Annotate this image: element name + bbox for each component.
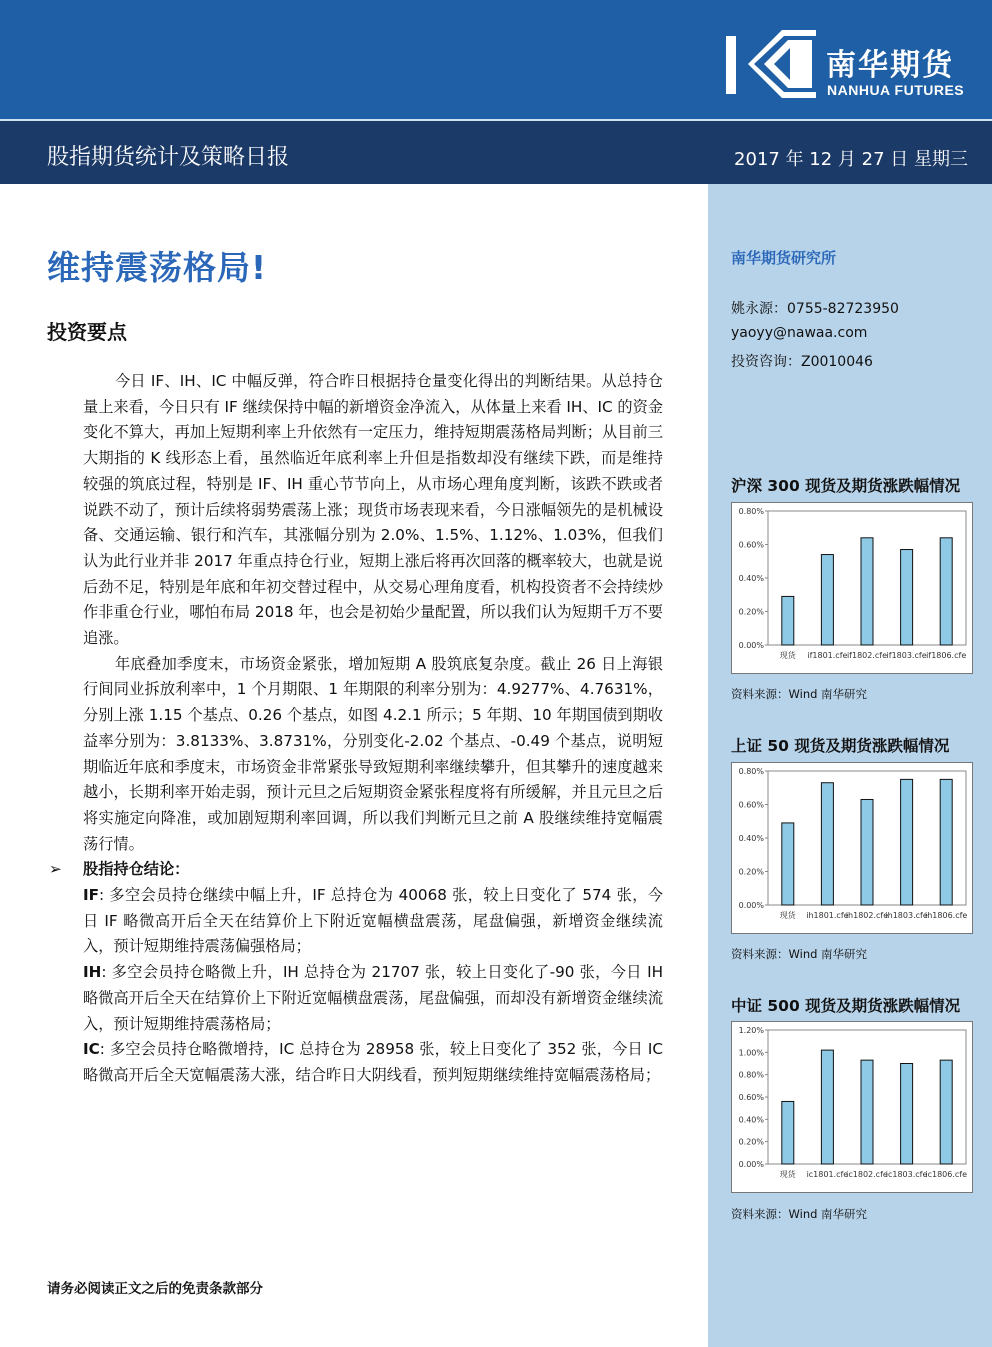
holding-item-if	[83, 883, 663, 960]
chart-hs300-svg	[732, 503, 972, 673]
y-tick-label: 1.20%	[738, 1026, 764, 1035]
y-tick-label: 0.40%	[738, 1115, 764, 1125]
item-code: IH	[83, 963, 102, 982]
y-tick-label: 0.80%	[738, 507, 764, 516]
y-tick-label: 0.00%	[738, 901, 764, 910]
chart-title-sz50: 上证 50 现货及期货涨跌幅情况	[731, 737, 950, 755]
bar	[940, 538, 952, 645]
report-date: 2017 年 12 月 27 日 星期三	[734, 149, 968, 170]
y-tick-label: 0.40%	[738, 574, 764, 583]
item-text: : 多空会员持仓略微上升，IH 总持仓为 21707 张，较上日变化了-90 张，今日 IH 略微高开后全天在结算价上下附近宽幅横盘震荡，尾盘偏强，而却没有新增资金继续流入，预计短期维持震荡格局；	[83, 963, 663, 1033]
x-tick-label: ic1801.cfe	[806, 1170, 849, 1179]
chart-sz50-svg	[732, 763, 972, 933]
nanhua-logo-icon	[726, 28, 816, 100]
y-tick-label: 0.80%	[738, 1070, 764, 1080]
chart-hs300	[731, 502, 973, 674]
chart-sz50	[731, 762, 973, 934]
y-tick-label: 1.00%	[738, 1048, 764, 1058]
bar	[782, 1101, 794, 1164]
x-tick-label: 现货	[779, 651, 796, 660]
x-tick-label: if1806.cfe	[926, 651, 967, 660]
item-code: IC	[83, 1040, 100, 1059]
x-tick-label: ic1806.cfe	[925, 1170, 968, 1179]
analyst-email[interactable]: yaoyy@nawaa.com	[731, 325, 868, 341]
x-tick-label: if1801.cfe	[807, 651, 848, 660]
y-tick-label: 0.60%	[738, 540, 764, 550]
headline: 维持震荡格局!	[47, 248, 268, 287]
logo-text-cn: 南华期货	[826, 48, 954, 83]
bullet-title: 股指持仓结论：	[83, 860, 190, 879]
bar	[940, 779, 952, 905]
analyst-contact: 姚永源：0755-82723950	[731, 301, 899, 317]
bar	[782, 823, 794, 905]
holding-item-ih	[83, 960, 663, 1037]
bar	[861, 1060, 873, 1164]
x-tick-label: ic1803.cfe	[885, 1170, 928, 1179]
holding-item-ic	[83, 1037, 663, 1088]
bullet-heading	[49, 857, 663, 883]
report-title: 股指期货统计及策略日报	[47, 145, 290, 170]
chart-source-zz500: 资料来源：Wind 南华研究	[731, 1207, 868, 1221]
paragraph-1: 今日 IF、IH、IC 中幅反弹，符合昨日根据持仓量变化得出的判断结果。从总持仓量上来看，今日只有 IF 继续保持中幅的新增资金净流入，从体量上来看 IH、IC 的资金变化不算大，再加上短期利率上升依然有一定压力，维持短期震荡格局判断；从目前三大期指的 K 线形态上看，虽然临近年底利率上升但是指数却没有继续下跌，而是维持较强的筑底过程，特别是 IF、IH 重心节节向上，从市场心理角度判断，该跌不跌或者说跌不动了，预计后续将弱势震荡上涨；现货市场表现来看，今日涨幅领先的是机械设备、交通运输、银行和汽车，其涨幅分别为 2.0%、1.5%、1.12%、1.03%，但我们认为此行业并非 2017 年重点持仓行业，短期上涨后将再次回落的概率较大，也就是说后劲不足，特别是年底和年初交替过程中，从交易心理角度看，机构投资者不会持续炒作非重仓行业，哪怕布局 2018 年，也会是初始少量配置，所以我们认为短期千万不要追涨。	[83, 372, 663, 648]
section-title: 投资要点	[47, 320, 127, 344]
x-tick-label: 现货	[779, 911, 796, 920]
y-tick-label: 0.60%	[738, 800, 764, 810]
paragraph-2: 年底叠加季度末，市场资金紧张，增加短期 A 股筑底复杂度。截止 26 日上海银行间同业拆放利率中，1 个月期限、1 年期限的利率分别为：4.9277%、4.7631%，分别上涨 1.15 个基点、0.26 个基点，如图 4.2.1 所示；5 年期、10 年期国债到期收益率分别为：3.8133%、3.8731%，分别变化-2.02 个基点、-0.49 个基点，说明短期临近年底和季度末，市场资金非常紧张导致短期利率继续攀升，但其攀升的速度越来越小，长期利率开始走弱，预计元旦之后短期资金紧张程度将有所缓解，并且元旦之后将实施定向降准，或加剧短期利率回调，所以我们判断元旦之前 A 股继续维持宽幅震荡行情。	[83, 654, 663, 853]
chart-zz500	[731, 1021, 973, 1193]
institute-name: 南华期货研究所	[731, 249, 837, 267]
x-tick-label: if1803.cfe	[886, 651, 927, 660]
bar	[940, 1060, 952, 1164]
y-tick-label: 0.20%	[738, 607, 764, 617]
x-tick-label: ih1806.cfe	[925, 911, 968, 920]
bar	[901, 1064, 913, 1165]
disclaimer-note: 请务必阅读正文之后的免责条款部分	[47, 1281, 263, 1297]
analyst-license: 投资咨询：Z0010046	[731, 354, 873, 370]
bar	[901, 550, 913, 645]
y-tick-label: 0.00%	[738, 1160, 764, 1169]
y-tick-label: 0.20%	[738, 867, 764, 877]
x-tick-label: ih1803.cfe	[885, 911, 928, 920]
chart-title-hs300: 沪深 300 现货及期货涨跌幅情况	[731, 477, 961, 495]
y-tick-label: 0.20%	[738, 1137, 764, 1147]
main-body	[49, 369, 663, 1089]
y-tick-label: 0.40%	[738, 834, 764, 843]
bullet-arrow-icon: ➢	[49, 860, 62, 879]
y-tick-label: 0.00%	[738, 641, 764, 650]
chart-source-sz50: 资料来源：Wind 南华研究	[731, 947, 868, 961]
bar	[821, 555, 833, 645]
bar	[782, 596, 794, 645]
bar	[861, 538, 873, 645]
item-text: : 多空会员持仓继续中幅上升，IF 总持仓为 40068 张，较上日变化了 574 张，今日 IF 略微高开后全天在结算价上下附近宽幅横盘震荡，尾盘偏强，新增资金继续流入，预计短期维持震荡偏强格局；	[83, 886, 663, 956]
item-text: : 多空会员持仓略微增持，IC 总持仓为 28958 张，较上日变化了 352 张，今日 IC 略微高开后全天宽幅震荡大涨，结合昨日大阴线看，预判短期继续维持宽幅震荡格局；	[83, 1040, 663, 1084]
bar	[901, 779, 913, 905]
x-tick-label: ih1802.cfe	[845, 911, 889, 920]
x-tick-label: ic1802.cfe	[846, 1170, 888, 1179]
chart-source-hs300: 资料来源：Wind 南华研究	[731, 687, 868, 701]
bar	[821, 783, 833, 905]
chart-zz500-svg	[732, 1022, 972, 1192]
item-code: IF	[83, 886, 100, 905]
x-tick-label: if1802.cfe	[846, 651, 888, 660]
y-tick-label: 0.80%	[738, 767, 764, 776]
y-tick-label: 0.60%	[738, 1093, 764, 1102]
bar	[821, 1050, 833, 1164]
x-tick-label: ih1801.cfe	[806, 911, 849, 920]
chart-title-zz500: 中证 500 现货及期货涨跌幅情况	[731, 997, 961, 1015]
x-tick-label: 现货	[779, 1170, 796, 1179]
bar	[861, 799, 873, 905]
logo-text-en: NANHUA FUTURES	[827, 82, 965, 98]
